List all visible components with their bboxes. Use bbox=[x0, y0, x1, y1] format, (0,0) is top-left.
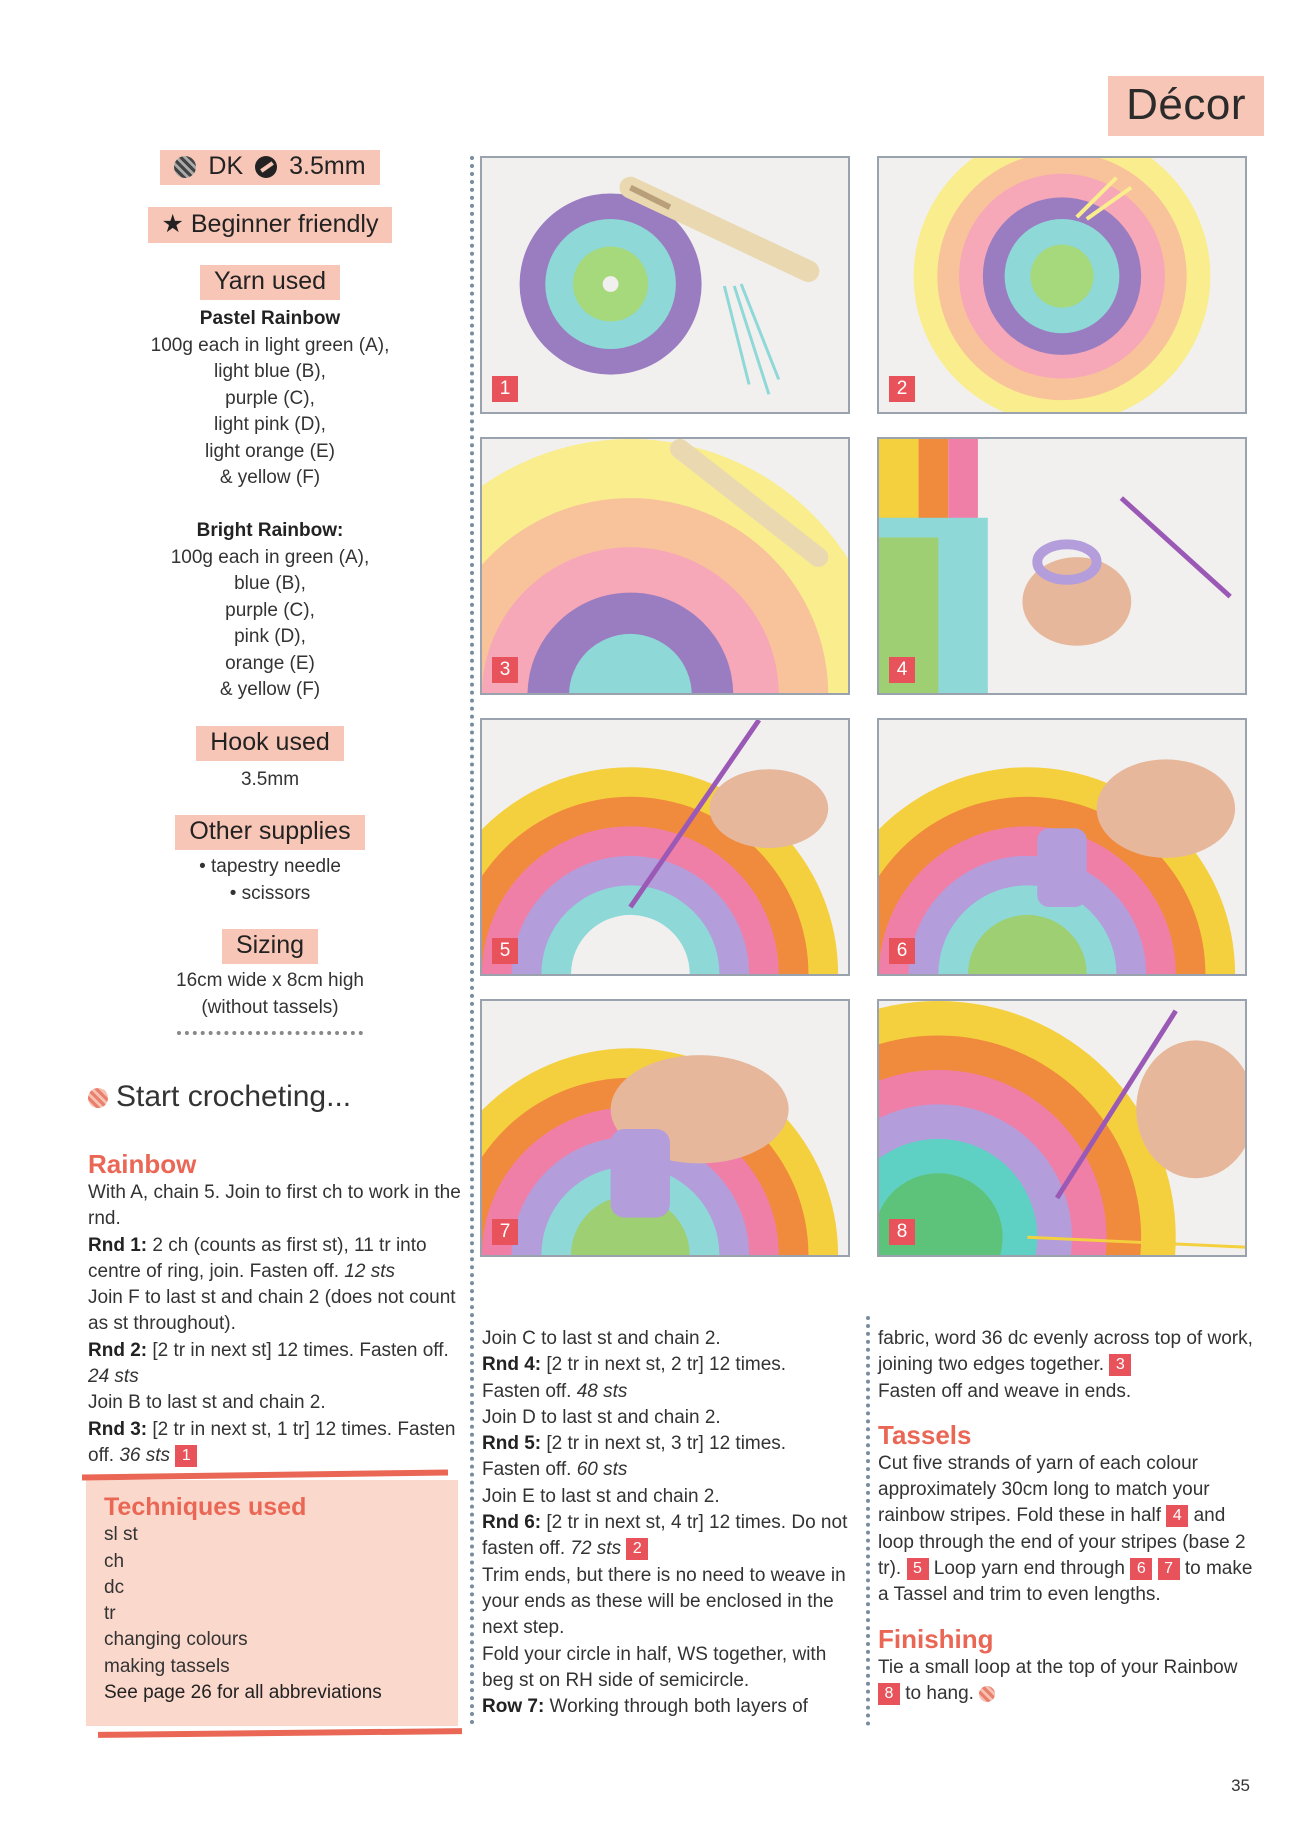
yarn-ball-icon bbox=[88, 1088, 108, 1108]
pattern-line: Join B to last st and chain 2. bbox=[88, 1392, 326, 1414]
finishing-text: Tie a small loop at the top of your Rainbow 8 to hang. bbox=[878, 1656, 1238, 1704]
tassels-text: Cut five strands of yarn of each colour approximately 30cm long to match your rainbow stripes. Fold these in half 4 and loop through the end of your stripes (base 2 tr). 5 Loop yarn end through 6 7 to make a Tassel and trim to even lengths. bbox=[878, 1452, 1253, 1606]
sizing-line: 16cm wide x 8cm high bbox=[176, 970, 364, 991]
page-number: 35 bbox=[1231, 1776, 1250, 1795]
yarn-weight: DK bbox=[208, 152, 244, 180]
pattern-round: Rnd 1: 2 ch (counts as first st), 11 tr into centre of ring, join. Fasten off. 12 sts bbox=[88, 1234, 427, 1282]
step-photo-1 bbox=[480, 156, 850, 414]
step-badge: 1 bbox=[492, 376, 518, 402]
info-panel bbox=[80, 150, 460, 1057]
hook-used-title: Hook used bbox=[196, 726, 344, 761]
pastel-line: light pink (D), bbox=[214, 414, 326, 435]
bright-line: 100g each in green (A), bbox=[170, 546, 370, 568]
pattern-column-2 bbox=[482, 1326, 848, 1720]
techniques-box bbox=[86, 1480, 458, 1726]
yarn-ball-icon bbox=[979, 1686, 995, 1702]
step-badge: 4 bbox=[889, 657, 915, 683]
start-heading: Start crocheting... bbox=[88, 1080, 351, 1114]
pattern-round: Rnd 6: [2 tr in next st, 4 tr] 12 times. Do not fasten off. 72 sts 2 bbox=[482, 1512, 848, 1560]
pattern-round: Rnd 3: [2 tr in next st, 1 tr] 12 times. Fasten off. 36 sts 1 bbox=[88, 1418, 456, 1466]
step-photo-4 bbox=[877, 437, 1247, 695]
pattern-line: Join D to last st and chain 2. bbox=[482, 1406, 721, 1428]
pattern-line: fabric, word 36 dc evenly across top of work, joining two edges together. 3 bbox=[878, 1328, 1253, 1376]
dotted-divider bbox=[177, 1031, 363, 1035]
step-photo-2 bbox=[877, 156, 1247, 414]
tassels-heading: Tassels bbox=[878, 1419, 972, 1450]
pastel-line: purple (C), bbox=[225, 387, 315, 409]
yarn-used-title: Yarn used bbox=[200, 265, 340, 300]
section-tag: Décor bbox=[1108, 76, 1264, 136]
pattern-line: Join E to last st and chain 2. bbox=[482, 1485, 720, 1507]
step-photo-6 bbox=[877, 718, 1247, 976]
step-photo-8 bbox=[877, 999, 1247, 1257]
step-badge: 6 bbox=[1130, 1558, 1152, 1580]
other-supplies-title: Other supplies bbox=[175, 815, 364, 850]
pattern-line: Fasten off and weave in ends. bbox=[878, 1380, 1132, 1402]
pattern-column-1 bbox=[88, 1148, 468, 1469]
technique-item: making tassels bbox=[104, 1655, 230, 1677]
bright-line: orange (E) bbox=[225, 652, 315, 674]
pattern-line: Fold your circle in half, WS together, with beg st on RH side of semicircle. bbox=[482, 1643, 827, 1691]
step-photo-3 bbox=[480, 437, 850, 695]
yarn-hook-pill bbox=[160, 150, 379, 185]
technique-item: dc bbox=[104, 1576, 125, 1598]
rainbow-heading: Rainbow bbox=[88, 1149, 197, 1179]
difficulty-pill: ★ Beginner friendly bbox=[148, 207, 393, 243]
step-badge: 7 bbox=[1158, 1558, 1180, 1580]
step-badge: 5 bbox=[907, 1558, 929, 1580]
see-page-note: See page 26 for all abbreviations bbox=[104, 1682, 382, 1704]
supply-item: • tapestry needle bbox=[199, 856, 341, 877]
hook-used-value: 3.5mm bbox=[240, 768, 300, 790]
pattern-line: With A, chain 5. Join to first ch to work in the rnd. bbox=[88, 1182, 461, 1230]
step-badge: 3 bbox=[492, 657, 518, 683]
step-badge: 2 bbox=[889, 376, 915, 402]
step-photo-7 bbox=[480, 999, 850, 1257]
step-badge: 8 bbox=[889, 1219, 915, 1245]
step-badge: 4 bbox=[1166, 1505, 1188, 1527]
bright-line: purple (C), bbox=[225, 599, 315, 621]
techniques-title: Techniques used bbox=[104, 1493, 307, 1521]
technique-item: ch bbox=[104, 1550, 125, 1572]
bright-title: Bright Rainbow: bbox=[196, 520, 344, 541]
pattern-round: Rnd 4: [2 tr in next st, 2 tr] 12 times. Fasten off. 48 sts bbox=[482, 1354, 787, 1402]
pattern-round: Row 7: Working through both layers of bbox=[482, 1696, 808, 1718]
pattern-column-3 bbox=[878, 1326, 1258, 1707]
pattern-line: Join C to last st and chain 2. bbox=[482, 1328, 721, 1349]
step-badge: 6 bbox=[889, 938, 915, 964]
pastel-line: 100g each in light green (A), bbox=[150, 334, 390, 356]
sizing-line: (without tassels) bbox=[201, 996, 339, 1018]
supply-item: • scissors bbox=[229, 882, 311, 904]
hook-icon bbox=[255, 156, 277, 178]
pattern-line: Join F to last st and chain 2 (does not count as st throughout). bbox=[88, 1287, 456, 1335]
pastel-title: Pastel Rainbow bbox=[199, 308, 341, 329]
hook-size: 3.5mm bbox=[289, 152, 366, 180]
bright-line: pink (D), bbox=[234, 626, 306, 647]
step-badge: 8 bbox=[878, 1683, 900, 1705]
bright-line: & yellow (F) bbox=[219, 679, 321, 700]
technique-item: sl st bbox=[104, 1524, 138, 1546]
step-badge: 3 bbox=[1109, 1354, 1131, 1376]
column-divider bbox=[470, 156, 474, 1726]
pastel-line: & yellow (F) bbox=[219, 467, 321, 488]
step-badge: 1 bbox=[175, 1445, 197, 1467]
pastel-line: light orange (E) bbox=[205, 440, 335, 462]
sizing-title: Sizing bbox=[222, 929, 318, 964]
technique-item: changing colours bbox=[104, 1629, 248, 1651]
finishing-heading: Finishing bbox=[878, 1623, 994, 1654]
pattern-line: Trim ends, but there is no need to weave in your ends as these will be enclosed in the next step. bbox=[482, 1564, 846, 1639]
step-badge: 7 bbox=[492, 1219, 518, 1245]
yarn-ball-icon bbox=[174, 156, 196, 178]
step-badge: 5 bbox=[492, 938, 518, 964]
step-badge: 2 bbox=[626, 1538, 648, 1560]
step-photo-5 bbox=[480, 718, 850, 976]
bright-line: blue (B), bbox=[234, 573, 306, 594]
pastel-line: light blue (B), bbox=[214, 361, 326, 382]
pattern-round: Rnd 5: [2 tr in next st, 3 tr] 12 times. Fasten off. 60 sts bbox=[482, 1433, 787, 1481]
technique-item: tr bbox=[104, 1603, 116, 1625]
pattern-round: Rnd 2: [2 tr in next st] 12 times. Fasten off. 24 sts bbox=[88, 1339, 449, 1388]
column-divider bbox=[866, 1316, 870, 1726]
